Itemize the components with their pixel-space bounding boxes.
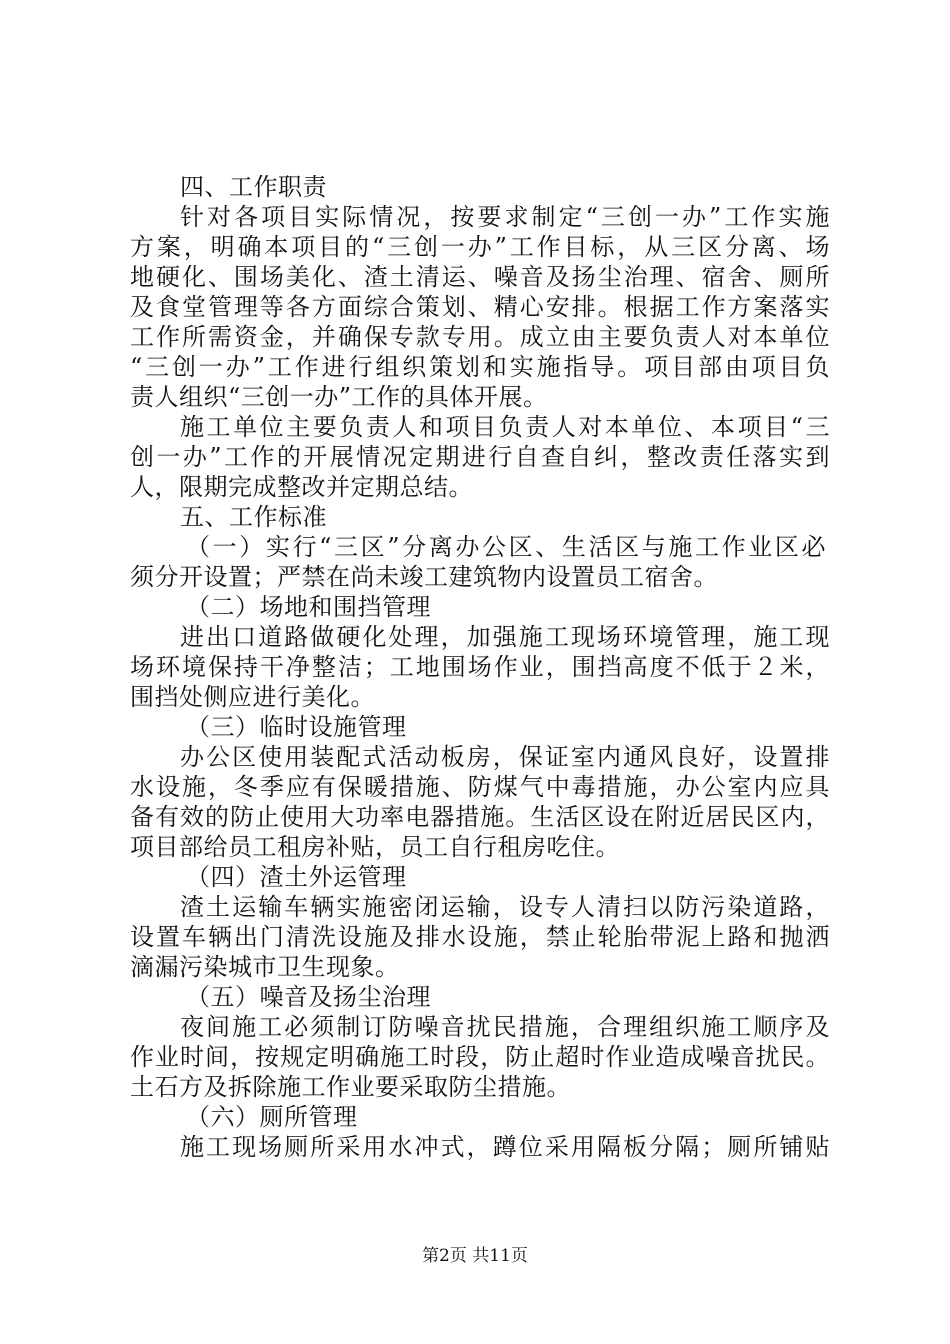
paragraph-line: 土石方及拆除施工作业要采取防尘措施。 <box>130 1073 571 1101</box>
paragraph-line: 设置车辆出门清洗设施及排水设施，禁止轮胎带泥上路和抛洒 <box>130 923 830 951</box>
section-heading-standards: 五、工作标准 <box>180 503 327 531</box>
subsection-heading: （三）临时设施管理 <box>186 713 407 741</box>
subsection-heading: （六）厕所管理 <box>186 1103 358 1131</box>
paragraph-line: “三创一办”工作进行组织策划和实施指导。项目部由项目负 <box>130 353 830 381</box>
section-heading-duties: 四、工作职责 <box>180 173 327 201</box>
paragraph-line: 围挡处侧应进行美化。 <box>130 683 375 711</box>
paragraph-line: （一）实行“三区”分离办公区、生活区与施工作业区必 <box>186 533 826 561</box>
paragraph-line: 地硬化、围场美化、渣土清运、噪音及扬尘治理、宿舍、厕所 <box>130 263 830 291</box>
paragraph-line: 创一办”工作的开展情况定期进行自查自纠，整改责任落实到 <box>130 443 830 471</box>
page-number-footer: 第2页 共11页 <box>422 1246 528 1266</box>
paragraph-line: 方案，明确本项目的“三创一办”工作目标，从三区分离、场 <box>130 233 830 261</box>
paragraph-line: 作业时间，按规定明确施工时段，防止超时作业造成噪音扰民。 <box>130 1043 830 1071</box>
paragraph-line: 工作所需资金，并确保专款专用。成立由主要负责人对本单位 <box>130 323 830 351</box>
paragraph-line: 项目部给员工租房补贴，员工自行租房吃住。 <box>130 833 620 861</box>
paragraph-line: 办公区使用装配式活动板房，保证室内通风良好，设置排 <box>180 743 830 771</box>
paragraph-line: 针对各项目实际情况，按要求制定“三创一办”工作实施 <box>180 203 830 231</box>
paragraph-line: 水设施，冬季应有保暖措施、防煤气中毒措施，办公室内应具 <box>130 773 830 801</box>
paragraph-line: 施工单位主要负责人和项目负责人对本单位、本项目“三 <box>180 413 830 441</box>
paragraph-line: 须分开设置；严禁在尚未竣工建筑物内设置员工宿舍。 <box>130 563 718 591</box>
subsection-heading: （五）噪音及扬尘治理 <box>186 983 431 1011</box>
paragraph-line: 人，限期完成整改并定期总结。 <box>130 473 473 501</box>
paragraph-line: 责人组织“三创一办”工作的具体开展。 <box>130 383 548 411</box>
subsection-heading: （二）场地和围挡管理 <box>186 593 431 621</box>
subsection-heading: （四）渣土外运管理 <box>186 863 407 891</box>
paragraph-line: 夜间施工必须制订防噪音扰民措施，合理组织施工顺序及 <box>180 1013 830 1041</box>
paragraph-line: 及食堂管理等各方面综合策划、精心安排。根据工作方案落实 <box>130 293 830 321</box>
paragraph-line: 施工现场厕所采用水冲式，蹲位采用隔板分隔；厕所铺贴 <box>180 1133 830 1161</box>
paragraph-line: 进出口道路做硬化处理，加强施工现场环境管理，施工现 <box>180 623 830 651</box>
paragraph-line: 备有效的防止使用大功率电器措施。生活区设在附近居民区内， <box>130 803 830 831</box>
paragraph-line: 渣土运输车辆实施密闭运输，设专人清扫以防污染道路， <box>180 893 830 921</box>
paragraph-line: 场环境保持干净整洁；工地围场作业，围挡高度不低于２米， <box>130 653 830 681</box>
paragraph-line: 滴漏污染城市卫生现象。 <box>130 953 400 981</box>
